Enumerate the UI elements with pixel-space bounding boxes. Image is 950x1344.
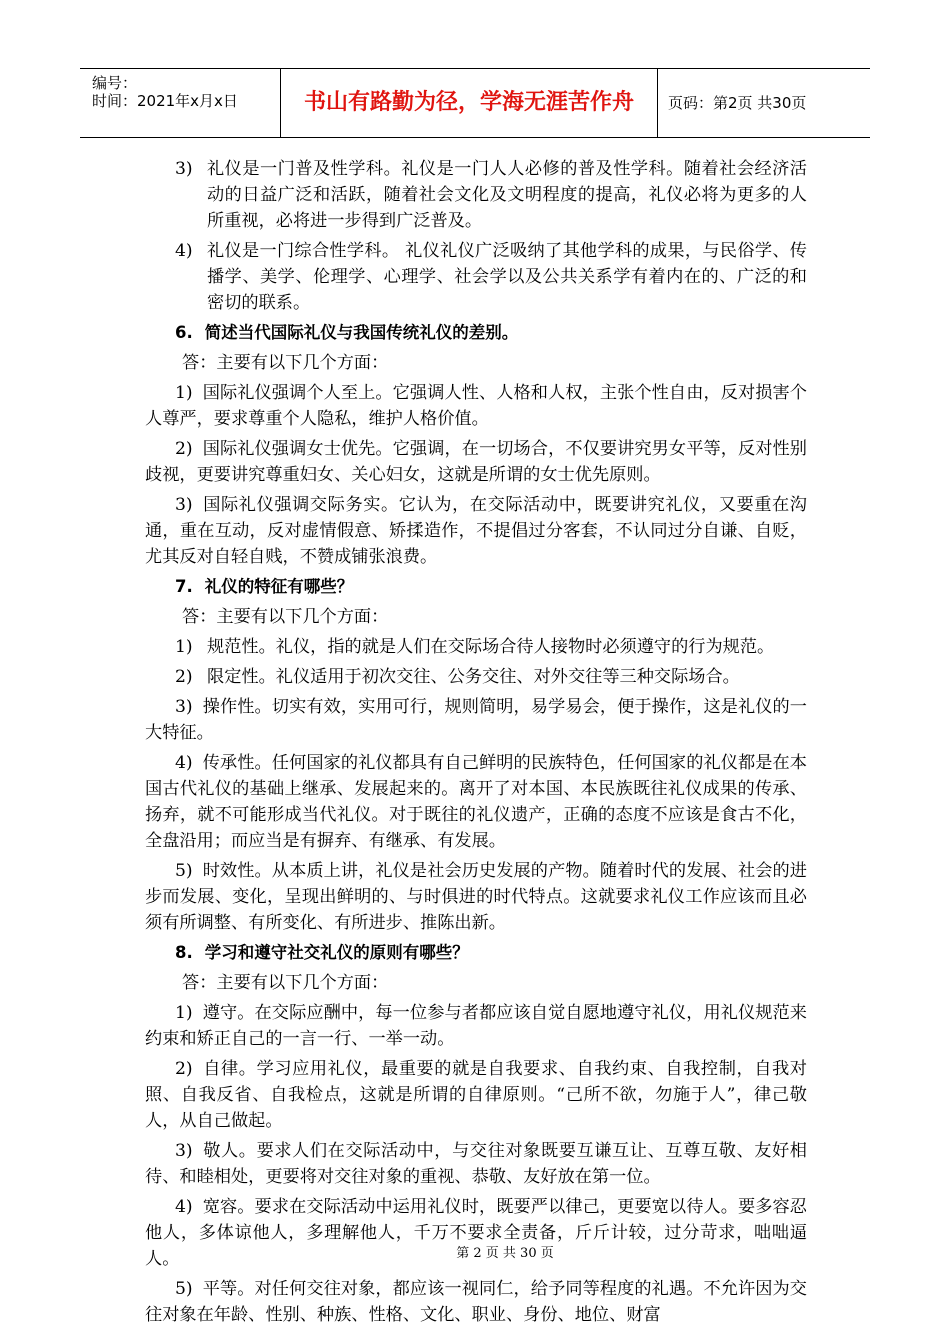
answer-paragraph	[145, 492, 807, 570]
list-item	[145, 664, 807, 690]
header-info	[80, 69, 280, 137]
item-number: 1)	[175, 1003, 193, 1023]
item-number: 4)	[175, 241, 193, 261]
item-text: 遵守。在交际应酬中，每一位参与者都应该自觉自愿地遵守礼仪，用礼仪规范来约束和矫正自己的一言一行、一举一动。	[145, 1003, 807, 1049]
item-text: 规范性。礼仪，指的就是人们在交际场合待人接物时必须遵守的行为规范。	[207, 637, 775, 657]
question-text: 礼仪的特征有哪些？	[204, 577, 354, 596]
header-page-number: 页码：第2页 共30页	[668, 94, 807, 112]
answer-paragraph	[145, 1056, 807, 1134]
item-number: 1)	[175, 383, 193, 403]
item-text: 自律。学习应用礼仪，最重要的就是自我要求、自我约束、自我控制，自我对照、自我反省、自我检点，这就是所谓的自律原则。“己所不欲，勿施于人”，律己敬人，从自己做起。	[145, 1059, 807, 1131]
answer-paragraph	[145, 750, 807, 854]
question-heading	[145, 940, 807, 966]
question-number: 7.	[175, 577, 193, 596]
header-motto: 书山有路勤为径，学海无涯苦作舟	[303, 90, 634, 115]
item-text: 时效性。从本质上讲，礼仪是社会历史发展的产物。随着时代的发展、社会的进步而发展、变化，呈现出鲜明的、与时俱进的时代特点。这就要求礼仪工作应该而且必须有所调整、有所变化、有所进步、推陈出新。	[145, 861, 807, 933]
item-text: 礼仪是一门普及性学科。礼仪是一门人人必修的普及性学科。随着社会经济活动的日益广泛和活跃，随着社会文化及文明程度的提高，礼仪必将为更多的人所重视，必将进一步得到广泛普及。	[207, 159, 807, 231]
list-item	[145, 634, 807, 660]
item-number: 2)	[175, 1059, 193, 1079]
answer-paragraph	[145, 1000, 807, 1052]
item-number: 3)	[175, 495, 193, 515]
answer-paragraph	[145, 436, 807, 488]
item-number: 4)	[175, 1197, 193, 1217]
list-item	[145, 156, 807, 234]
list-item	[145, 238, 807, 316]
item-text: 国际礼仪强调交际务实。它认为，在交际活动中，既要讲究礼仪，又要重在沟通，重在互动，反对虚情假意、矫揉造作，不提倡过分客套，不认同过分自谦、自贬，尤其反对自轻自贱，不赞成铺张浪费。	[145, 495, 807, 567]
item-number: 3)	[175, 697, 193, 717]
answer-intro: 答：主要有以下几个方面：	[182, 973, 389, 993]
item-number: 3)	[175, 1141, 193, 1161]
answer-intro: 答：主要有以下几个方面：	[182, 607, 389, 627]
item-text: 敬人。要求人们在交际活动中，与交往对象既要互谦互让、互尊互敬、友好相待、和睦相处，更要将对交往对象的重视、恭敬、友好放在第一位。	[145, 1141, 807, 1187]
question-heading	[145, 574, 807, 600]
question-text: 学习和遵守社交礼仪的原则有哪些？	[204, 943, 469, 962]
answer-intro: 答：主要有以下几个方面：	[182, 353, 389, 373]
item-text: 国际礼仪强调女士优先。它强调，在一切场合，不仅要讲究男女平等，反对性别歧视，更要讲究尊重妇女、关心妇女，这就是所谓的女士优先原则。	[145, 439, 807, 485]
question-number: 6.	[175, 323, 193, 342]
item-text: 国际礼仪强调个人至上。它强调人性、人格和人权，主张个性自由，反对损害个人尊严，要求尊重个人隐私，维护人格价值。	[145, 383, 807, 429]
item-text: 操作性。切实有效，实用可行，规则简明，易学易会，便于操作，这是礼仪的一大特征。	[145, 697, 807, 743]
item-number: 2)	[175, 439, 193, 459]
footer-page-number: 第 2 页 共 30 页	[456, 1246, 554, 1261]
item-text: 传承性。任何国家的礼仪都具有自己鲜明的民族特色，任何国家的礼仪都是在本国古代礼仪的基础上继承、发展起来的。离开了对本国、本民族既往礼仪成果的传承、扬弃，就不可能形成当代礼仪。对于既往的礼仪遗产，正确的态度不应该是食古不化，全盘沿用；而应当是有摒弃、有继承、有发展。	[145, 753, 807, 851]
answer-paragraph	[145, 1276, 807, 1328]
item-number: 4)	[175, 753, 193, 773]
answer-paragraph	[145, 858, 807, 936]
document-body	[145, 156, 807, 1332]
answer-paragraph	[145, 380, 807, 432]
item-text: 礼仪是一门综合性学科。 礼仪礼仪广泛吸纳了其他学科的成果，与民俗学、传播学、美学、伦理学、心理学、社会学以及公共关系学有着内在的、广泛的和密切的联系。	[207, 241, 807, 313]
question-number: 8.	[175, 943, 193, 962]
item-number: 2)	[175, 667, 193, 687]
answer-paragraph	[145, 694, 807, 746]
question-text: 简述当代国际礼仪与我国传统礼仪的差别。	[204, 323, 519, 342]
item-text: 限定性。礼仪适用于初次交往、公务交往、对外交往等三种交际场合。	[207, 667, 740, 687]
question-heading	[145, 320, 807, 346]
item-number: 5)	[175, 1279, 193, 1299]
page-header	[80, 68, 870, 138]
number-label: 编号：	[92, 74, 138, 92]
item-text: 宽容。要求在交际活动中运用礼仪时，既要严以律己，更要宽以待人。要多容忍他人，多体谅他人，多理解他人，千万不要求全责备，斤斤计较，过分苛求，咄咄逼人。	[145, 1197, 807, 1269]
answer-paragraph	[145, 1138, 807, 1190]
item-number: 5)	[175, 861, 193, 881]
item-text: 平等。对任何交往对象，都应该一视同仁，给予同等程度的礼遇。不允许因为交往对象在年龄、性别、种族、性格、文化、职业、身份、地位、财富	[145, 1279, 807, 1325]
time-label: 时间：2021年x月x日	[92, 92, 238, 110]
item-number: 1)	[175, 637, 193, 657]
page-footer	[0, 1242, 950, 1261]
item-number: 3)	[175, 159, 193, 179]
